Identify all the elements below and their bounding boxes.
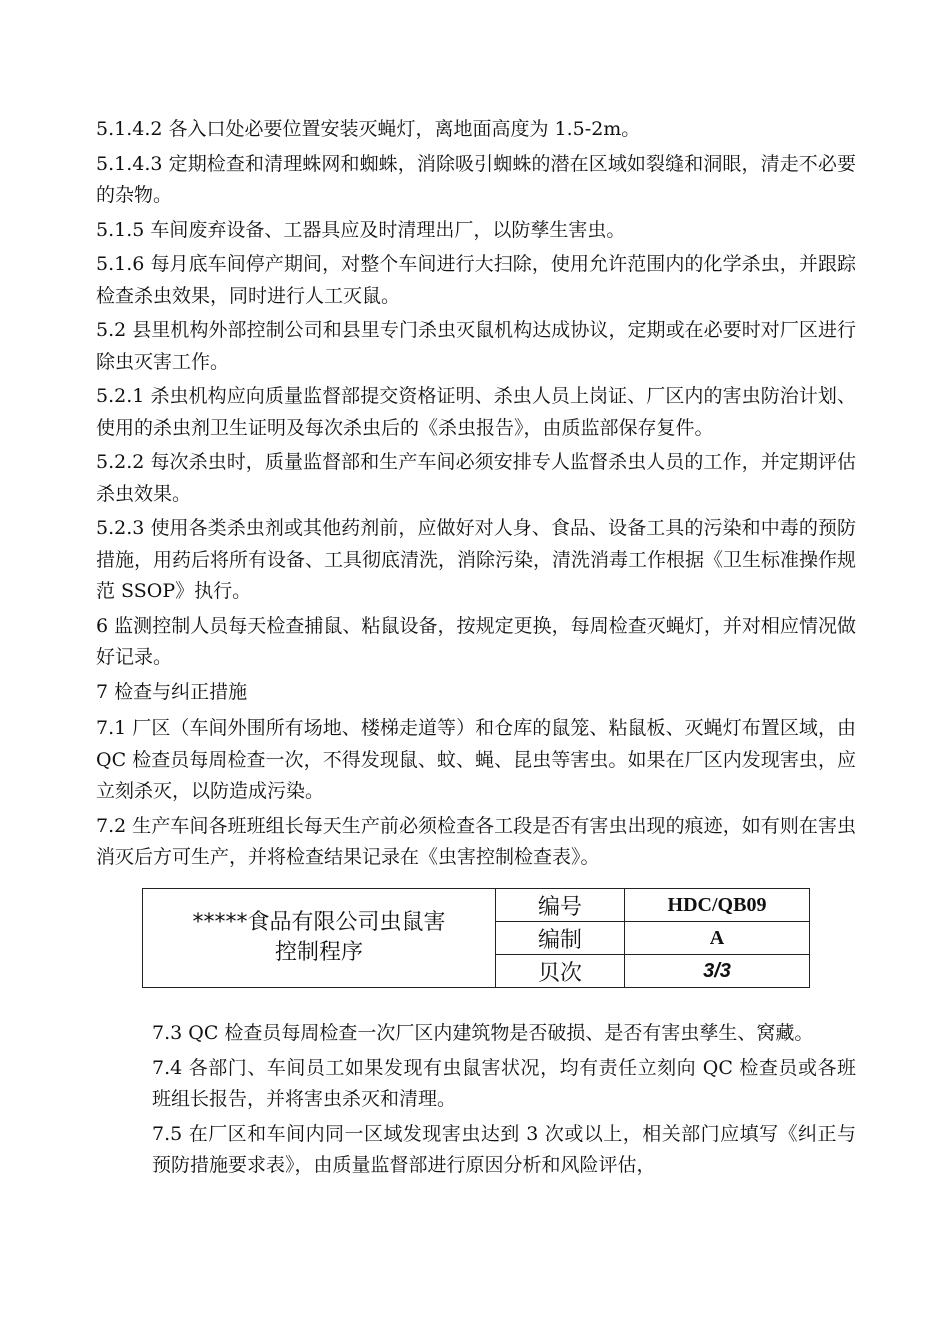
company-title-line2: 控制程序 bbox=[274, 940, 363, 965]
paragraph-5-1-6: 5.1.6 每月底车间停产期间，对整个车间进行大扫除，使用允许范围内的化学杀虫，并跟踪检查杀虫效果，同时进行人工灭鼠。 bbox=[96, 253, 856, 307]
body-text-top bbox=[96, 114, 856, 877]
paragraph-5-1-5: 5.1.5 车间废弃设备、工器具应及时清理出厂，以防孳生害虫。 bbox=[96, 218, 626, 241]
paragraph-5-1-4-2: 5.1.4.2 各入口处必要位置安装灭蝇灯，离地面高度为 1.5-2m。 bbox=[96, 118, 641, 140]
paragraph-7-1: 7.1 厂区（车间外围所有场地、楼梯走道等）和仓库的鼠笼、粘鼠板、灭蝇灯布置区域，由 QC 检查员每周检查一次，不得发现鼠、蚊、蝇、昆虫等害虫。如果在厂区内发现害虫，应立刻杀灭，以防造成污染。 bbox=[96, 717, 856, 802]
paragraph-7-5: 7.5 在厂区和车间内同一区域发现害虫达到 3 次或以上，相关部门应填写《纠正与预防措施要求表》，由质量监督部进行原因分析和风险评估， bbox=[152, 1122, 856, 1176]
page-label: 贝次 bbox=[496, 955, 625, 988]
paragraph-5-2-1: 5.2.1 杀虫机构应向质量监督部提交资格证明、杀虫人员上岗证、厂区内的害虫防治计划、使用的杀虫剂卫生证明及每次杀虫后的《杀虫报告》，由质监部保存复件。 bbox=[96, 385, 856, 439]
paragraph-5-2: 5.2 县里机构外部控制公司和县里专门杀虫灭鼠机构达成协议，定期或在必要时对厂区进行除虫灭害工作。 bbox=[96, 319, 856, 373]
paragraph-7-4: 7.4 各部门、车间员工如果发现有虫鼠害状况，均有责任立刻向 QC 检查员或各班班组长报告，并将害虫杀灭和清理。 bbox=[152, 1056, 856, 1110]
company-title-cell bbox=[143, 889, 496, 988]
section-7-heading: 7 检查与纠正措施 bbox=[96, 680, 248, 703]
paragraph-7-2: 7.2 生产车间各班班组长每天生产前必须检查各工段是否有害虫出现的痕迹，如有则在害虫消灭后方可生产，并将检查结果记录在《虫害控制检查表》。 bbox=[96, 814, 856, 868]
doc-number-value: HDC/QB09 bbox=[625, 889, 810, 922]
company-title-line1: *****食品有限公司虫鼠害 bbox=[192, 910, 446, 935]
doc-number-label: 编号 bbox=[496, 889, 625, 922]
document-header-table bbox=[142, 888, 810, 988]
body-text-bottom bbox=[152, 1018, 856, 1185]
paragraph-5-2-3: 5.2.3 使用各类杀虫剂或其他药剂前，应做好对人身、食品、设备工具的污染和中毒的预防措施，用药后将所有设备、工具彻底清洗，消除污染，清洗消毒工作根据《卫生标准操作规范 SSOP》执行。 bbox=[96, 517, 857, 602]
paragraph-6: 6 监测控制人员每天检查捕鼠、粘鼠设备，按规定更换，每周检查灭蝇灯，并对相应情况做好记录。 bbox=[96, 614, 856, 668]
paragraph-7-3: 7.3 QC 检查员每周检查一次厂区内建筑物是否破损、是否有害虫孳生、窝藏。 bbox=[152, 1022, 814, 1044]
page-value: 3/3 bbox=[625, 955, 810, 988]
edition-label: 编制 bbox=[496, 922, 625, 955]
paragraph-5-1-4-3: 5.1.4.3 定期检查和清理蛛网和蜘蛛，消除吸引蜘蛛的潜在区域如裂缝和洞眼，清走不必要的杂物。 bbox=[96, 152, 856, 206]
paragraph-5-2-2: 5.2.2 每次杀虫时，质量监督部和生产车间必须安排专人监督杀虫人员的工作，并定期评估杀虫效果。 bbox=[96, 451, 856, 505]
edition-value: A bbox=[625, 922, 810, 955]
